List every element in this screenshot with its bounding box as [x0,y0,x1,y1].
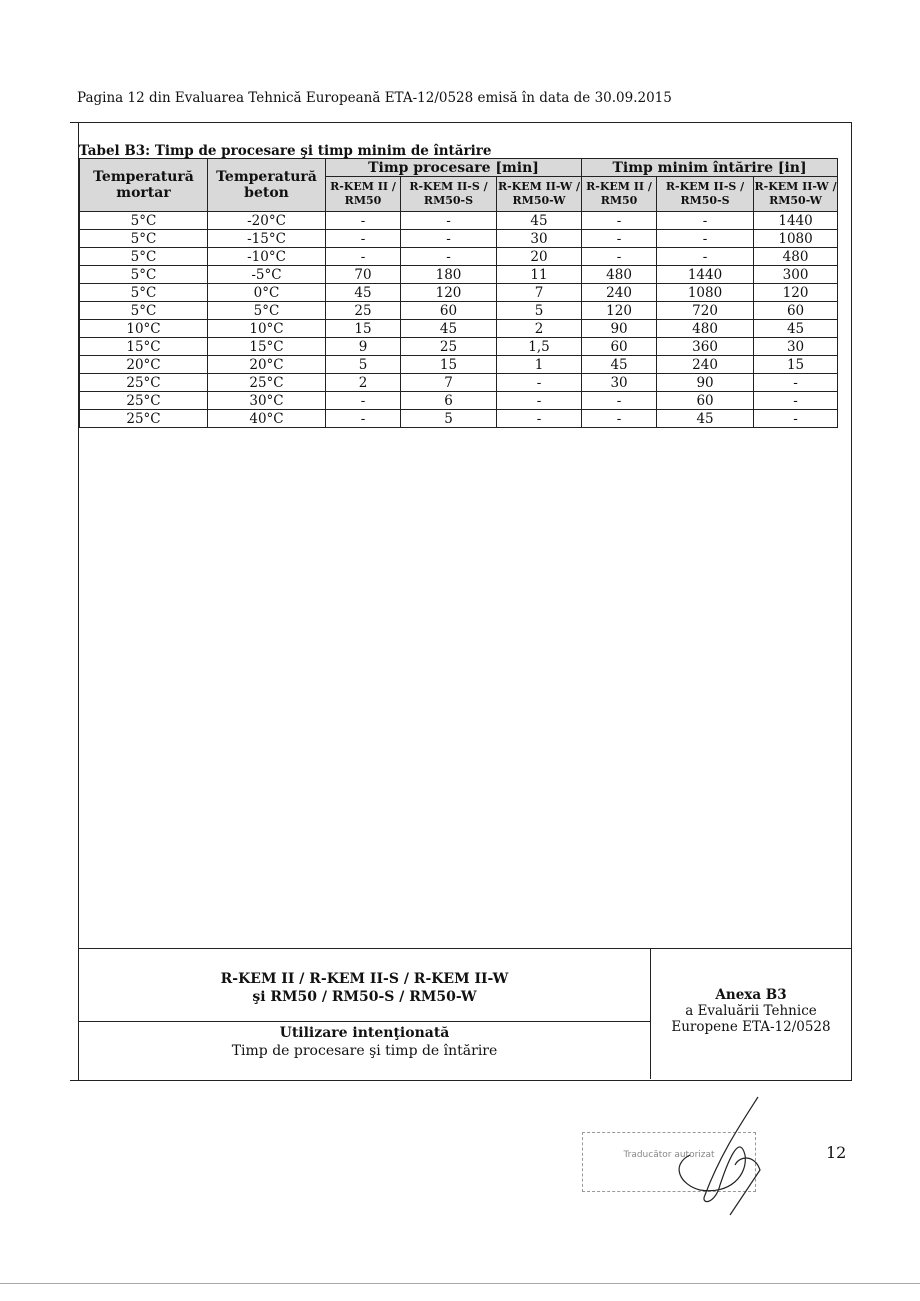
table-row [80,248,838,266]
annex-line-1: a Evaluării Tehnice [685,1003,817,1019]
table-cell: 6 [401,392,497,410]
subheader-product: R-KEM II-W / RM50-W [754,177,838,212]
table-cell: 120 [582,302,657,320]
table-cell: 45 [497,212,582,230]
table-cell: 60 [582,338,657,356]
table-cell: - [657,230,754,248]
table-cell: 25 [326,302,401,320]
table-row [80,266,838,284]
table-row [80,374,838,392]
table-cell: 720 [657,302,754,320]
table-cell: 20°C [208,356,326,374]
table-cell: 25°C [80,392,208,410]
table-cell: 30 [582,374,657,392]
table-cell: 25°C [80,410,208,428]
table-cell: 90 [582,320,657,338]
table-cell: -5°C [208,266,326,284]
table-cell: - [582,392,657,410]
table-cell: 15 [754,356,838,374]
table-cell: 5°C [208,302,326,320]
table-cell: 1080 [657,284,754,302]
table-cell: 45 [582,356,657,374]
page-header: Pagina 12 din Evaluarea Tehnică Europeană ETA-12/0528 emisă în data de 30.09.2015 [77,90,672,106]
intended-use [79,1024,650,1060]
footer-divider-inner [79,1021,650,1022]
table-row [80,410,838,428]
stamp-text: Traducător autorizat [623,1150,715,1160]
table-cell: 20°C [80,356,208,374]
table-cell: 60 [754,302,838,320]
table-cell: - [401,230,497,248]
table-cell: - [582,410,657,428]
table-cell: 1440 [657,266,754,284]
table-cell: 1 [497,356,582,374]
table-cell: 60 [657,392,754,410]
table-row [80,230,838,248]
table-cell: 9 [326,338,401,356]
subheader-product: R-KEM II / RM50 [582,177,657,212]
table-row [80,212,838,230]
table-cell: 30 [497,230,582,248]
table-cell: 0°C [208,284,326,302]
table-cell: 25 [401,338,497,356]
table-cell: 30 [754,338,838,356]
table-row [80,392,838,410]
table-row [80,320,838,338]
table-cell: 120 [754,284,838,302]
table-cell: 240 [582,284,657,302]
table-cell: - [754,392,838,410]
table-cell: - [754,374,838,392]
product-line-1: R-KEM II / R-KEM II-S / R-KEM II-W [220,971,509,987]
table-cell: 5 [326,356,401,374]
table-cell: 70 [326,266,401,284]
table-cell: - [657,212,754,230]
table-cell: 2 [326,374,401,392]
table-cell: 30°C [208,392,326,410]
table-cell: 15 [401,356,497,374]
subheader-product: R-KEM II / RM50 [326,177,401,212]
table-cell: 120 [401,284,497,302]
table-cell: 15°C [80,338,208,356]
table-row [80,302,838,320]
table-cell: 1,5 [497,338,582,356]
table-cell: 5 [497,302,582,320]
table-row [80,284,838,302]
table-cell: 10°C [80,320,208,338]
table-cell: 20 [497,248,582,266]
table-cell: 45 [326,284,401,302]
product-names [79,970,650,1006]
annex-label [650,987,852,1035]
scan-edge [0,1283,920,1284]
table-cell: 25°C [208,374,326,392]
table-cell: 7 [401,374,497,392]
table-cell: 5 [401,410,497,428]
table-cell: - [326,212,401,230]
subheader-product: R-KEM II-S / RM50-S [657,177,754,212]
table-cell: -20°C [208,212,326,230]
subheader-product: R-KEM II-S / RM50-S [401,177,497,212]
table-cell: 45 [754,320,838,338]
header-curing-time: Timp minim întărire [in] [582,159,838,177]
header-processing-time: Timp procesare [min] [326,159,582,177]
table-cell: -15°C [208,230,326,248]
use-text: Timp de procesare şi timp de întărire [231,1043,498,1059]
table-cell: - [497,374,582,392]
table-cell: - [657,248,754,266]
table-row [80,338,838,356]
annex-title: Anexa B3 [715,987,787,1003]
annex-line-2: Europene ETA-12/0528 [671,1019,831,1035]
page-number: 12 [826,1143,847,1162]
table-cell: - [326,410,401,428]
footer-divider [79,948,852,949]
table-cell: - [326,248,401,266]
table-cell: 240 [657,356,754,374]
table-cell: 5°C [80,230,208,248]
table-cell: 300 [754,266,838,284]
table-cell: 11 [497,266,582,284]
product-line-2: şi RM50 / RM50-S / RM50-W [252,989,477,1005]
table-cell: 5°C [80,248,208,266]
header-mortar-temp: Temperatură mortar [80,159,208,212]
header-concrete-temp: Temperatură beton [208,159,326,212]
table-cell: 480 [754,248,838,266]
table-cell: - [582,212,657,230]
table-cell: 480 [582,266,657,284]
table-cell: 5°C [80,284,208,302]
table-cell: 45 [657,410,754,428]
table-title: Tabel B3: Timp de procesare şi timp minim de întărire [79,143,492,159]
use-title: Utilizare intenţionată [279,1025,450,1041]
table-cell: - [754,410,838,428]
table-cell: 5°C [80,302,208,320]
table-cell: - [582,248,657,266]
table-cell: 40°C [208,410,326,428]
table-cell: 480 [657,320,754,338]
table-cell: 15°C [208,338,326,356]
table-cell: - [326,230,401,248]
table-row [80,356,838,374]
table-cell: 1440 [754,212,838,230]
table-cell: 7 [497,284,582,302]
table-cell: - [401,212,497,230]
table-cell: 1080 [754,230,838,248]
table-cell: 2 [497,320,582,338]
table-cell: - [401,248,497,266]
table-cell: - [497,410,582,428]
table-cell: 5°C [80,266,208,284]
table-cell: 45 [401,320,497,338]
table-cell: 10°C [208,320,326,338]
table-cell: - [497,392,582,410]
table-cell: 180 [401,266,497,284]
table-cell: - [582,230,657,248]
signature [660,1095,770,1225]
table-cell: 5°C [80,212,208,230]
table-cell: 25°C [80,374,208,392]
table-cell: 60 [401,302,497,320]
table-cell: -10°C [208,248,326,266]
subheader-product: R-KEM II-W / RM50-W [497,177,582,212]
table-cell: 360 [657,338,754,356]
table-cell: 90 [657,374,754,392]
curing-time-table [79,158,838,428]
table-cell: - [326,392,401,410]
table-cell: 15 [326,320,401,338]
